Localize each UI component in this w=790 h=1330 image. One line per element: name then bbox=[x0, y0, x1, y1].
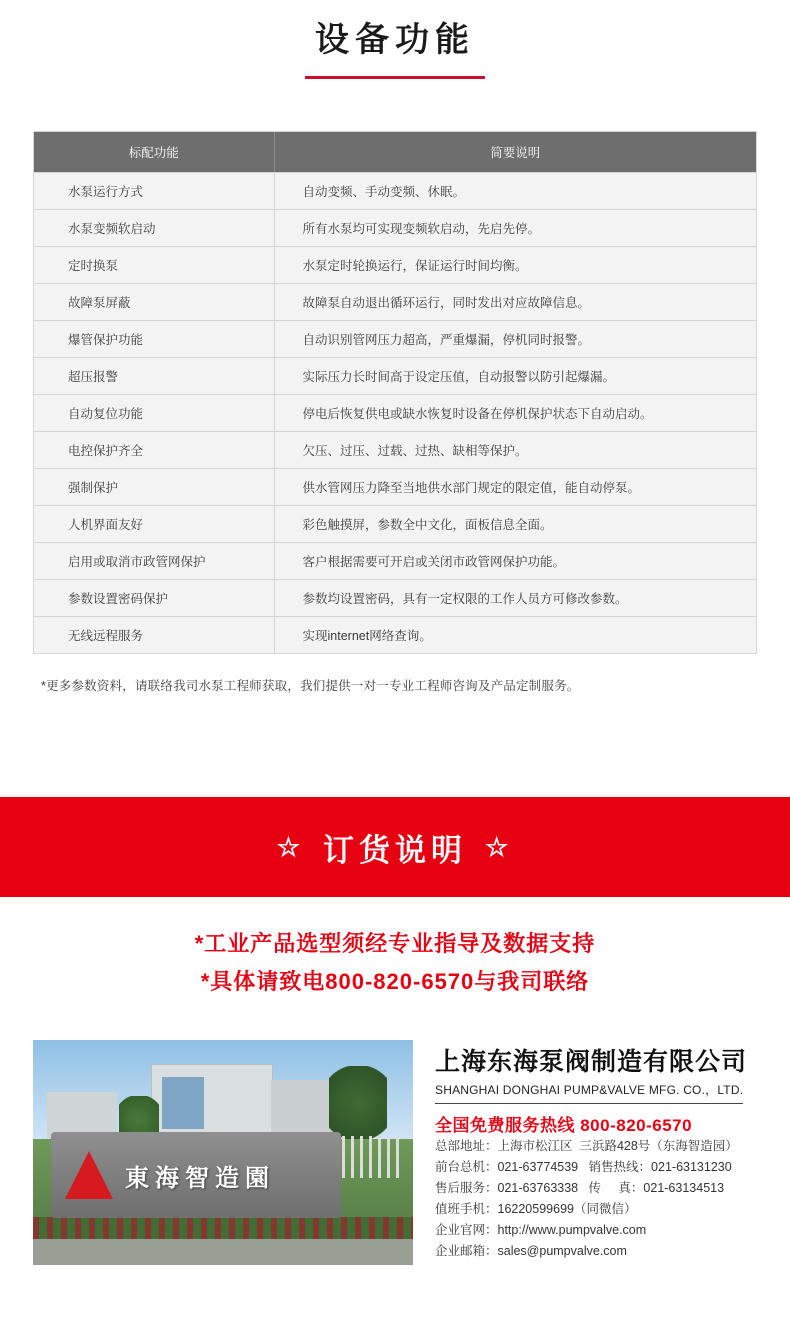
photo-fence bbox=[333, 1136, 403, 1178]
feature-description-cell: 所有水泵均可实现变频软启动，先启先停。 bbox=[274, 210, 756, 247]
photo-path bbox=[33, 1239, 413, 1265]
feature-description-cell: 欠压、过压、过载、过热、缺相等保护。 bbox=[274, 432, 756, 469]
company-hotline: 全国免费服务热线 800-820-6570 bbox=[435, 1116, 693, 1135]
feature-name-cell: 人机界面友好 bbox=[34, 506, 274, 543]
company-info bbox=[435, 1040, 757, 1265]
company-contact-line: 前台总机：021-63774539 销售热线：021-63131230 bbox=[435, 1160, 732, 1174]
table-row bbox=[34, 358, 756, 395]
column-header-feature: 标配功能 bbox=[34, 132, 274, 173]
table-row bbox=[34, 395, 756, 432]
feature-description-cell: 自动变频、手动变频、休眠。 bbox=[274, 173, 756, 210]
column-header-description: 简要说明 bbox=[274, 132, 756, 173]
feature-name-cell: 启用或取消市政管网保护 bbox=[34, 543, 274, 580]
feature-name-cell: 爆管保护功能 bbox=[34, 321, 274, 358]
table-row bbox=[34, 432, 756, 469]
feature-description-cell: 水泵定时轮换运行，保证运行时间均衡。 bbox=[274, 247, 756, 284]
table-row bbox=[34, 321, 756, 358]
table-row bbox=[34, 469, 756, 506]
table-row bbox=[34, 617, 756, 654]
title-underline-rule bbox=[305, 76, 485, 79]
feature-name-cell: 参数设置密码保护 bbox=[34, 580, 274, 617]
feature-description-cell: 客户根据需要可开启或关闭市政管网保护功能。 bbox=[274, 543, 756, 580]
star-icon-right: ☆ bbox=[485, 832, 514, 862]
company-contact-line: 售后服务：021-63763338 传 真：021-63134513 bbox=[435, 1181, 725, 1195]
feature-name-cell: 强制保护 bbox=[34, 469, 274, 506]
company-name-cn: 上海东海泵阀制造有限公司 bbox=[435, 1048, 748, 1076]
feature-name-cell: 自动复位功能 bbox=[34, 395, 274, 432]
footer-section bbox=[33, 1040, 757, 1265]
company-contact-line: 企业官网：http://www.pumpvalve.com bbox=[435, 1223, 647, 1237]
feature-description-cell: 参数均设置密码，具有一定权限的工作人员方可修改参数。 bbox=[274, 580, 756, 617]
feature-name-cell: 定时换泵 bbox=[34, 247, 274, 284]
photo-sign-text: 東海智造園 bbox=[125, 1164, 275, 1192]
feature-description-cell: 实际压力长时间高于设定压值，自动报警以防引起爆漏。 bbox=[274, 358, 756, 395]
feature-name-cell: 水泵运行方式 bbox=[34, 173, 274, 210]
donghai-triangle-logo-icon bbox=[65, 1151, 113, 1199]
table-row bbox=[34, 210, 756, 247]
table-row bbox=[34, 580, 756, 617]
feature-description-cell: 自动识别管网压力超高，严重爆漏，停机同时报警。 bbox=[274, 321, 756, 358]
company-contact-line: 总部地址：上海市松江区 三浜路428号（东海智造园） bbox=[435, 1139, 738, 1153]
feature-description-cell: 供水管网压力降至当地供水部门规定的限定值，能自动停泵。 bbox=[274, 469, 756, 506]
order-banner-title: 订货说明 bbox=[323, 832, 467, 868]
feature-description-cell: 彩色触摸屏，参数全中文化，面板信息全面。 bbox=[274, 506, 756, 543]
table-row bbox=[34, 543, 756, 580]
table-row bbox=[34, 506, 756, 543]
feature-name-cell: 故障泵屏蔽 bbox=[34, 284, 274, 321]
feature-name-cell: 水泵变频软启动 bbox=[34, 210, 274, 247]
page-title-section bbox=[0, 0, 790, 79]
notice-line-2: *具体请致电800-820-6570与我司联络 bbox=[200, 969, 590, 994]
page-title: 设备功能 bbox=[315, 21, 475, 59]
feature-description-cell: 故障泵自动退出循环运行，同时发出对应故障信息。 bbox=[274, 284, 756, 321]
feature-description-cell: 停电后恢复供电或缺水恢复时设备在停机保护状态下自动启动。 bbox=[274, 395, 756, 432]
table-row bbox=[34, 247, 756, 284]
photo-entrance-stone bbox=[51, 1132, 341, 1218]
feature-name-cell: 无线远程服务 bbox=[34, 617, 274, 654]
photo-flowerbed bbox=[33, 1217, 413, 1239]
company-contact-line: 企业邮箱：sales@pumpvalve.com bbox=[435, 1244, 627, 1258]
star-icon-left: ☆ bbox=[276, 832, 305, 862]
features-table-container bbox=[33, 131, 757, 654]
table-row bbox=[34, 173, 756, 210]
order-instructions-banner bbox=[0, 797, 790, 897]
features-table bbox=[34, 132, 756, 654]
feature-name-cell: 电控保护齐全 bbox=[34, 432, 274, 469]
notice-block bbox=[0, 925, 790, 1001]
factory-photo bbox=[33, 1040, 413, 1265]
feature-description-cell: 实现internet网络查询。 bbox=[274, 617, 756, 654]
table-header-row bbox=[34, 132, 756, 173]
table-row bbox=[34, 284, 756, 321]
feature-name-cell: 超压报警 bbox=[34, 358, 274, 395]
table-note: *更多参数资料，请联络我司水泵工程师获取，我们提供一对一专业工程师咨询及产品定制服务。 bbox=[41, 679, 580, 693]
company-contact-line: 值班手机：16220599699（同微信） bbox=[435, 1202, 637, 1216]
notice-line-1: *工业产品选型须经专业指导及数据支持 bbox=[194, 931, 596, 956]
company-name-en: SHANGHAI DONGHAI PUMP&VALVE MFG. CO.，LTD. bbox=[435, 1081, 743, 1104]
